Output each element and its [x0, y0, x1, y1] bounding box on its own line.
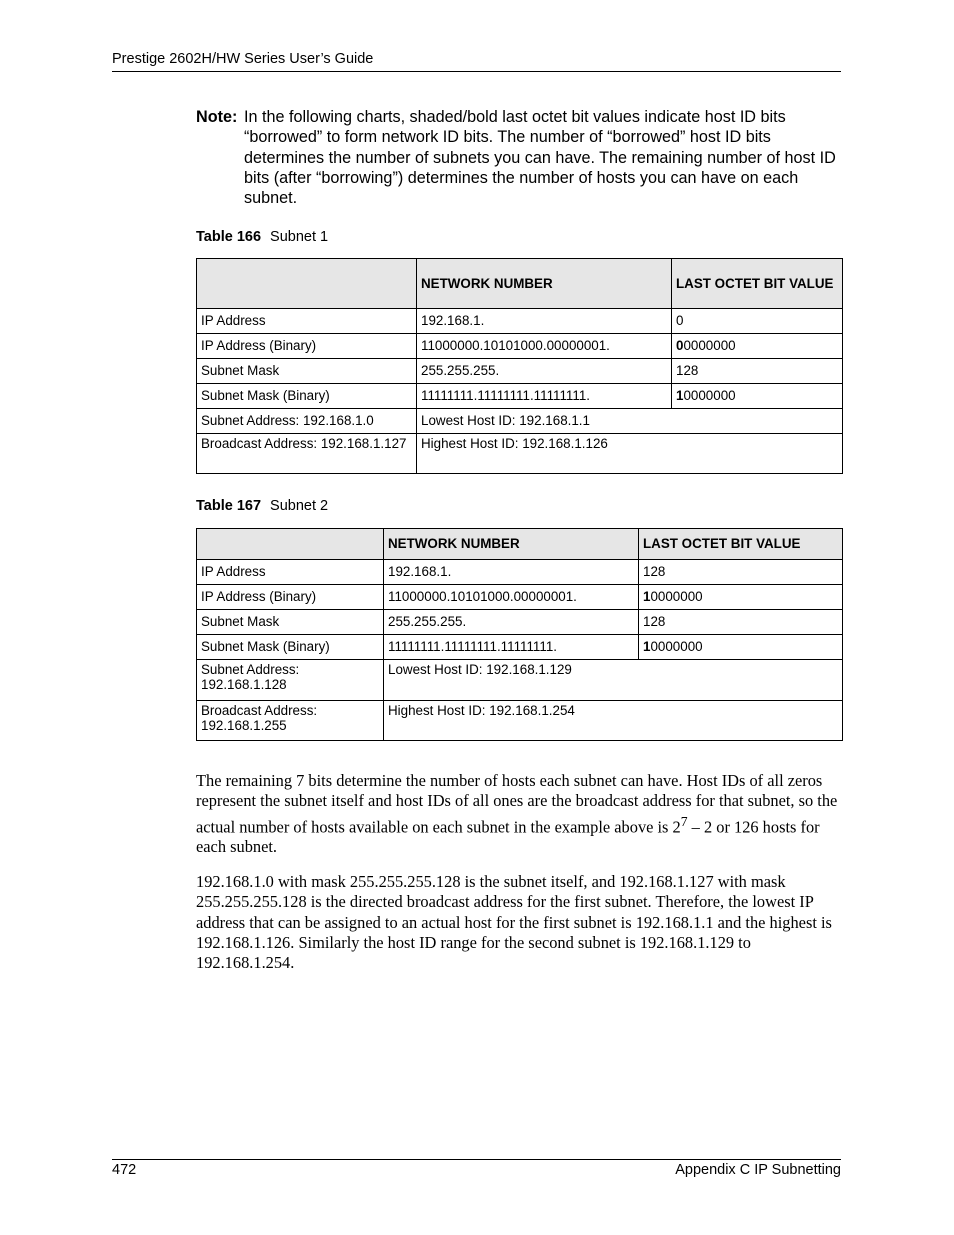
last-octet-cell [672, 334, 843, 359]
row-label: IP Address (Binary) [197, 334, 417, 359]
table-header-row [197, 529, 843, 560]
table-row [197, 359, 843, 384]
subnet-address-cell: Subnet Address: 192.168.1.128 [197, 660, 384, 701]
last-octet-cell [672, 384, 843, 409]
network-cell: 11000000.10101000.00000001. [417, 334, 672, 359]
subnet-address-cell: Subnet Address: 192.168.1.0 [197, 409, 417, 434]
table-row [197, 434, 843, 474]
last-octet-cell: 0 [672, 309, 843, 334]
table-row [197, 660, 843, 701]
table-166 [196, 258, 843, 474]
note-block [196, 107, 841, 208]
last-octet-cell: 128 [639, 610, 843, 635]
table-row [197, 701, 843, 741]
note-text: In the following charts, shaded/bold last octet bit values indicate host ID bits “borrowed” to form network ID bits. The number of “borrowed” host ID bits determines the number of subnets you can have. The remaining number of host ID bits (after “borrowing”) determines the number of hosts you can have on each subnet. [244, 108, 836, 208]
highest-host-cell: Highest Host ID: 192.168.1.126 [417, 434, 843, 474]
table-167-label: Table 167 [196, 498, 262, 514]
table-row [197, 560, 843, 585]
header-cell: NETWORK NUMBER [417, 259, 672, 309]
paragraph-ranges [196, 872, 844, 973]
table-166-title: Subnet 1 [270, 229, 329, 245]
header-cell [197, 529, 384, 560]
table-header-row [197, 259, 843, 309]
row-label: IP Address (Binary) [197, 585, 384, 610]
table-166-label: Table 166 [196, 229, 262, 245]
broadcast-address-cell: Broadcast Address: 192.168.1.127 [197, 434, 417, 474]
header-cell [197, 259, 417, 309]
paragraph-ranges-text: 192.168.1.0 with mask 255.255.255.128 is the subnet itself, and 192.168.1.127 with mask 255.255.255.128 is the directed broadcast address for the first subnet. Therefore, the lowest IP address that can be assigned to an actual host for the first subnet is 192.168.1.1 and the highest is 192.168.1.126. Similarly the host ID range for the second subnet is 192.168.1.129 to 192.168.1.254. [196, 872, 832, 973]
table-row [197, 309, 843, 334]
borrowed-bits: 1 [643, 639, 651, 654]
paragraph-hosts [196, 771, 844, 858]
row-label: Subnet Mask (Binary) [197, 635, 384, 660]
network-cell: 192.168.1. [417, 309, 672, 334]
row-label: Subnet Mask [197, 610, 384, 635]
header-cell: LAST OCTET BIT VALUE [639, 529, 843, 560]
row-label: IP Address [197, 309, 417, 334]
table-166-caption [196, 229, 328, 245]
remaining-bits: 0000000 [650, 589, 703, 604]
network-cell: 255.255.255. [384, 610, 639, 635]
table-row [197, 384, 843, 409]
network-cell: 192.168.1. [384, 560, 639, 585]
table-row [197, 635, 843, 660]
footer-rule [112, 1159, 841, 1160]
section-title: Appendix C IP Subnetting [675, 1162, 841, 1178]
last-octet-cell [639, 585, 843, 610]
network-cell: 255.255.255. [417, 359, 672, 384]
network-cell: 11111111.11111111.11111111. [384, 635, 639, 660]
row-label: Subnet Mask [197, 359, 417, 384]
table-167-title: Subnet 2 [270, 498, 329, 514]
table-row [197, 334, 843, 359]
paragraph-hosts-text: The remaining 7 bits determine the number of hosts each subnet can have. Host IDs of all zeros represent the subnet itself and host IDs of all ones are the broadcast address for that subnet, so the actual number of hosts available on each subnet in the example above is 2 [196, 771, 838, 837]
header-cell: NETWORK NUMBER [384, 529, 639, 560]
header-cell: LAST OCTET BIT VALUE [672, 259, 843, 309]
note-label: Note: [196, 108, 238, 126]
lowest-host-cell: Lowest Host ID: 192.168.1.1 [417, 409, 843, 434]
last-octet-cell: 128 [672, 359, 843, 384]
header-rule [112, 71, 841, 72]
row-label: IP Address [197, 560, 384, 585]
last-octet-cell [639, 635, 843, 660]
remaining-bits: 0000000 [650, 639, 703, 654]
borrowed-bits: 0 [676, 338, 684, 353]
remaining-bits: 0000000 [683, 388, 736, 403]
lowest-host-cell: Lowest Host ID: 192.168.1.129 [384, 660, 843, 701]
table-167-caption [196, 498, 328, 514]
broadcast-address-cell: Broadcast Address: 192.168.1.255 [197, 701, 384, 741]
network-cell: 11000000.10101000.00000001. [384, 585, 639, 610]
paragraph-hosts-text-end: – 2 or 126 hosts for each subnet. [196, 817, 820, 857]
table-row [197, 585, 843, 610]
borrowed-bits: 1 [643, 589, 651, 604]
last-octet-cell: 128 [639, 560, 843, 585]
borrowed-bits: 1 [676, 388, 684, 403]
network-cell: 11111111.11111111.11111111. [417, 384, 672, 409]
exponent: 7 [680, 813, 688, 829]
remaining-bits: 0000000 [683, 338, 736, 353]
table-row [197, 610, 843, 635]
table-167 [196, 528, 843, 741]
highest-host-cell: Highest Host ID: 192.168.1.254 [384, 701, 843, 741]
running-header: Prestige 2602H/HW Series User’s Guide [112, 51, 374, 67]
row-label: Subnet Mask (Binary) [197, 384, 417, 409]
page-number: 472 [112, 1162, 137, 1178]
table-row [197, 409, 843, 434]
